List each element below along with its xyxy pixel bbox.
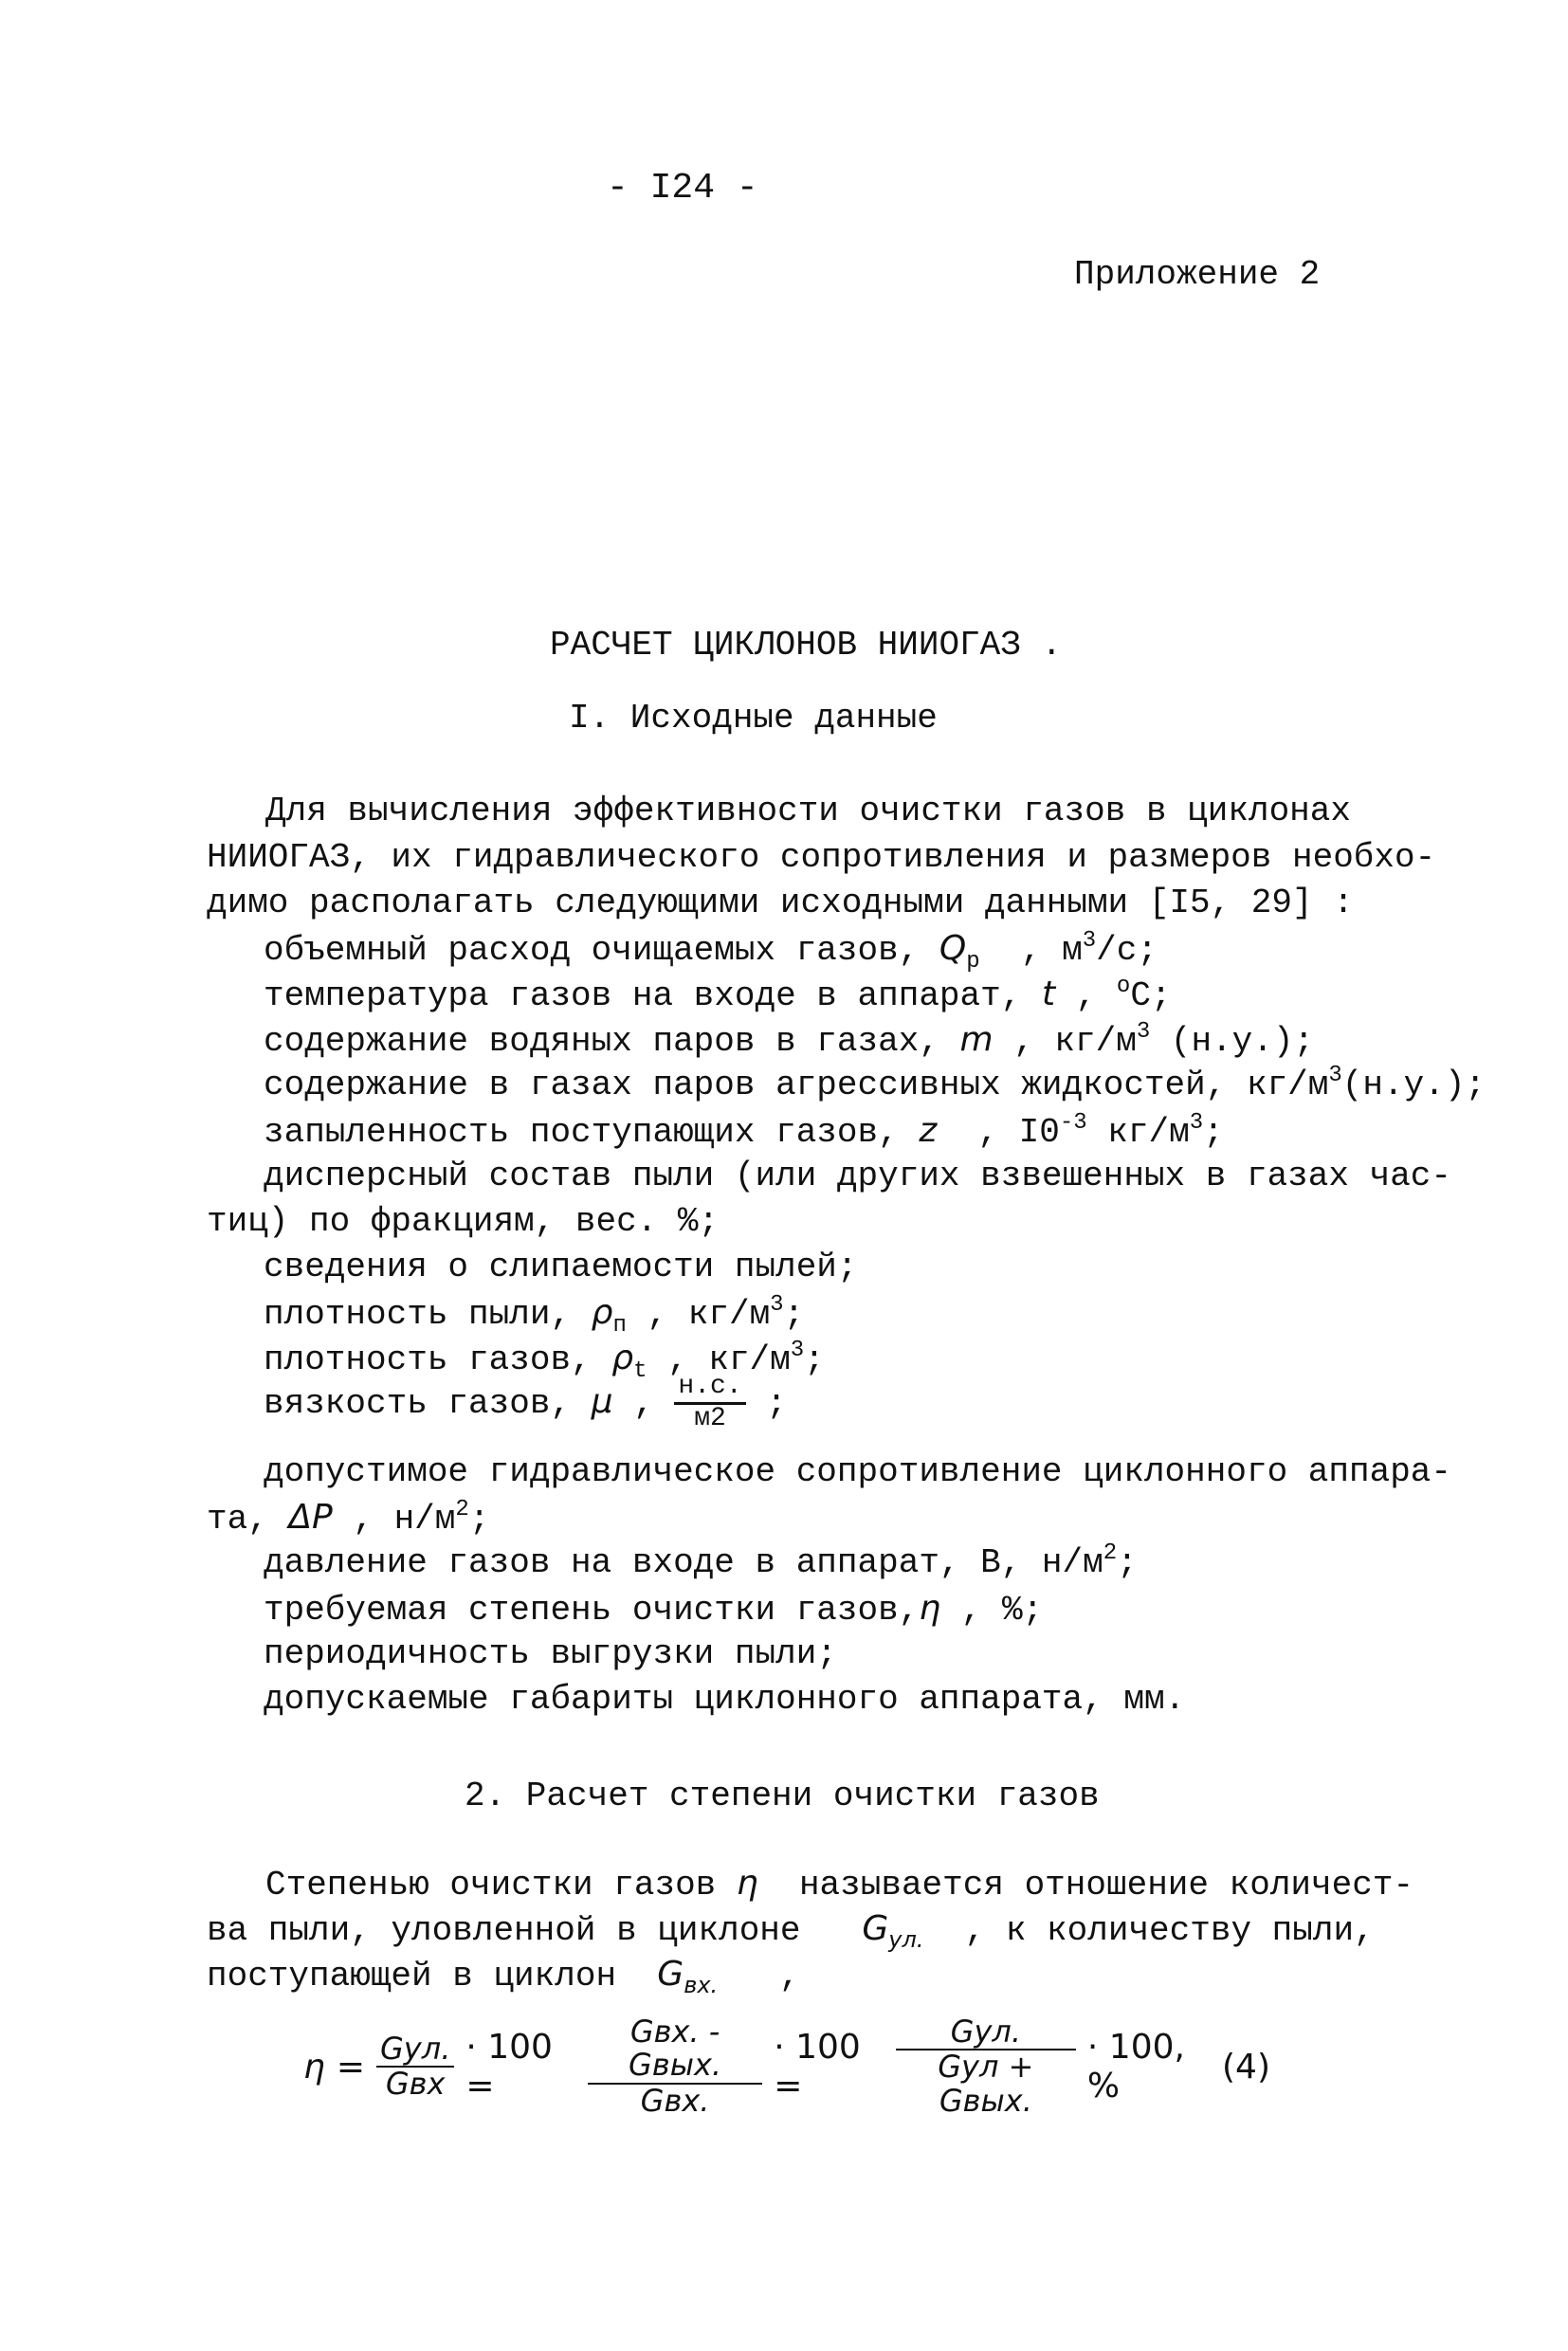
input-item-resistance-1: допустимое гидравлическое сопротивление циклонного аппара- — [264, 1452, 1452, 1491]
item-unit: , — [633, 1383, 654, 1423]
page-title: РАСЧЕТ ЦИКЛОНОВ НИИОГАЗ . — [550, 626, 1063, 665]
item-tail: кг/м — [1086, 1113, 1190, 1152]
fraction-numerator: Gвх. - Gвых. — [588, 2015, 762, 2084]
efficiency-formula — [303, 2014, 1270, 2119]
symbol-rho: ρ — [611, 1339, 634, 1377]
section-2-heading: 2. Расчет степени очистки газов — [465, 1777, 1100, 1815]
item-tail: ; — [783, 1295, 805, 1334]
paragraph-2-line-2 — [207, 1909, 1375, 1953]
symbol-rho: ρ — [591, 1293, 613, 1332]
symbol-eta: η — [919, 1589, 941, 1628]
input-item-inlet-pressure — [264, 1540, 1138, 1582]
item-unit: , I0 — [977, 1113, 1060, 1152]
symbol-sub: t — [633, 1358, 647, 1384]
item-tail: ; — [766, 1383, 787, 1423]
item-unit: , н/м — [353, 1500, 456, 1539]
para-text: называется отношение количест- — [798, 1866, 1414, 1904]
intro-line-3: димо располагать следующими исходными данными [I5, 29] : — [207, 884, 1354, 922]
fraction-numerator: Gул. — [376, 2032, 454, 2068]
item-tail: (н.у.); — [1341, 1066, 1486, 1104]
formula-fraction-3 — [896, 2015, 1076, 2118]
unit-sup: 3 — [1082, 928, 1097, 954]
symbol-q: Q — [939, 929, 967, 968]
unit-sup: о — [1116, 974, 1131, 999]
symbol-sub: ул. — [888, 1926, 924, 1953]
fraction-denominator: м2 — [694, 1403, 726, 1433]
item-tail: ; — [804, 1340, 825, 1379]
fraction-numerator: н.с. — [674, 1373, 745, 1405]
item-tail-2: ; — [1203, 1113, 1224, 1152]
item-unit: , кг/м — [1013, 1022, 1137, 1061]
symbol-m: m — [959, 1020, 994, 1059]
input-item-dispersion-1: дисперсный состав пыли (или других взвешенных в газах час- — [264, 1157, 1452, 1195]
item-text: объемный расход очищаемых газов, — [264, 931, 920, 970]
para-text: , — [779, 1957, 800, 1996]
paragraph-2-line-3 — [207, 1955, 800, 1998]
input-item-unloading: периодичность выгрузки пыли; — [264, 1634, 837, 1673]
symbol-g-inlet: G — [657, 1955, 684, 1994]
item-text: содержание водяных паров в газах, — [264, 1022, 939, 1061]
section-1-heading: I. Исходные данные — [569, 699, 938, 738]
formula-multiplier: · 100 = — [774, 2028, 861, 2105]
item-unit: , — [1075, 976, 1097, 1015]
symbol-sub: вх. — [684, 1972, 719, 1998]
viscosity-unit-fraction — [674, 1373, 745, 1434]
symbol-z: z — [919, 1111, 938, 1150]
unit-sup: 3 — [1136, 1019, 1151, 1045]
item-text: давление газов на входе в аппарат, В, н/м — [264, 1543, 1103, 1582]
input-item-dust-load — [264, 1110, 1224, 1152]
input-item-efficiency — [264, 1589, 1044, 1630]
item-unit: , кг/м — [667, 1340, 791, 1379]
input-item-adhesion: сведения о слипаемости пылей; — [264, 1248, 858, 1286]
fraction-numerator: Gул. — [896, 2015, 1076, 2050]
input-item-temperature — [264, 974, 1172, 1015]
formula-eta: η — [303, 2047, 325, 2087]
input-item-water-vapor — [264, 1019, 1315, 1061]
para-text: , к количеству пыли, — [964, 1911, 1375, 1950]
unit-sup: 3 — [790, 1338, 805, 1363]
fraction-denominator: Gвх — [385, 2066, 446, 2102]
symbol-sub: р — [966, 949, 980, 975]
unit-sup-2: 3 — [1189, 1110, 1204, 1136]
unit-sup: 3 — [1328, 1063, 1342, 1088]
para-text: Степенью очистки газов — [265, 1866, 717, 1904]
input-item-aggressive-vapors — [264, 1063, 1486, 1104]
formula-multiplier: · 100 = — [465, 2028, 553, 2105]
item-text: плотность пыли, — [264, 1295, 572, 1334]
input-item-dispersion-2: тиц) по фракциям, вес. %; — [207, 1202, 720, 1241]
item-text: запыленность поступающих газов, — [264, 1113, 899, 1152]
unit-sup: 3 — [770, 1292, 784, 1318]
fraction-denominator: Gул + Gвых. — [938, 2049, 1034, 2119]
item-text: содержание в газах паров агрессивных жидкостей, кг/м — [264, 1066, 1329, 1104]
item-tail: /с; — [1096, 931, 1158, 970]
item-text: требуемая степень очистки газов, — [264, 1591, 920, 1630]
intro-line-1: Для вычисления эффективности очистки газов в циклонах — [265, 792, 1351, 830]
para-text: ва пыли, уловленной в циклоне — [207, 1911, 801, 1950]
symbol-delta-p: ΔP — [288, 1498, 333, 1537]
symbol-g-captured: G — [862, 1909, 889, 1948]
symbol-mu: μ — [591, 1381, 613, 1421]
symbol-eta: η — [736, 1864, 758, 1903]
item-tail: , %; — [960, 1591, 1044, 1630]
unit-sup: 2 — [1103, 1540, 1118, 1566]
item-text: та, — [207, 1500, 268, 1539]
intro-line-2: НИИОГАЗ, их гидравлического сопротивления и размеров необхо- — [207, 838, 1436, 877]
formula-equals: = — [336, 2047, 365, 2087]
appendix-label: Приложение 2 — [1074, 255, 1321, 294]
unit-sup: 2 — [455, 1497, 469, 1522]
item-tail: ; — [1117, 1543, 1138, 1582]
input-item-dust-density — [264, 1292, 805, 1339]
equation-number: (4) — [1222, 2047, 1271, 2087]
symbol-sub: п — [612, 1313, 627, 1339]
item-tail: С; — [1130, 976, 1172, 1015]
formula-fraction-1 — [376, 2032, 454, 2101]
item-text: плотность газов, — [264, 1340, 592, 1379]
unit-sup: -3 — [1059, 1110, 1087, 1136]
paragraph-2-line-1 — [265, 1864, 1414, 1904]
item-tail: ; — [468, 1500, 490, 1539]
symbol-t: t — [1041, 975, 1056, 1013]
formula-fraction-2 — [588, 2015, 762, 2118]
input-item-dimensions: допускаемые габариты циклонного аппарата, мм. — [264, 1680, 1186, 1719]
input-item-flow-rate — [264, 928, 1158, 975]
item-text: температура газов на входе в аппарат, — [264, 976, 1022, 1015]
item-unit: , кг/м — [647, 1295, 771, 1334]
item-text: вязкость газов, — [264, 1383, 572, 1423]
input-item-viscosity — [264, 1373, 787, 1434]
item-tail: (н.у.); — [1150, 1022, 1315, 1061]
formula-tail: · 100, % — [1086, 2028, 1185, 2105]
para-text: поступающей в циклон — [207, 1957, 617, 1996]
item-unit: , м — [1020, 931, 1083, 970]
fraction-denominator: Gвх. — [640, 2082, 710, 2119]
page-number: - I24 - — [607, 168, 758, 209]
input-item-resistance-2 — [207, 1497, 490, 1539]
